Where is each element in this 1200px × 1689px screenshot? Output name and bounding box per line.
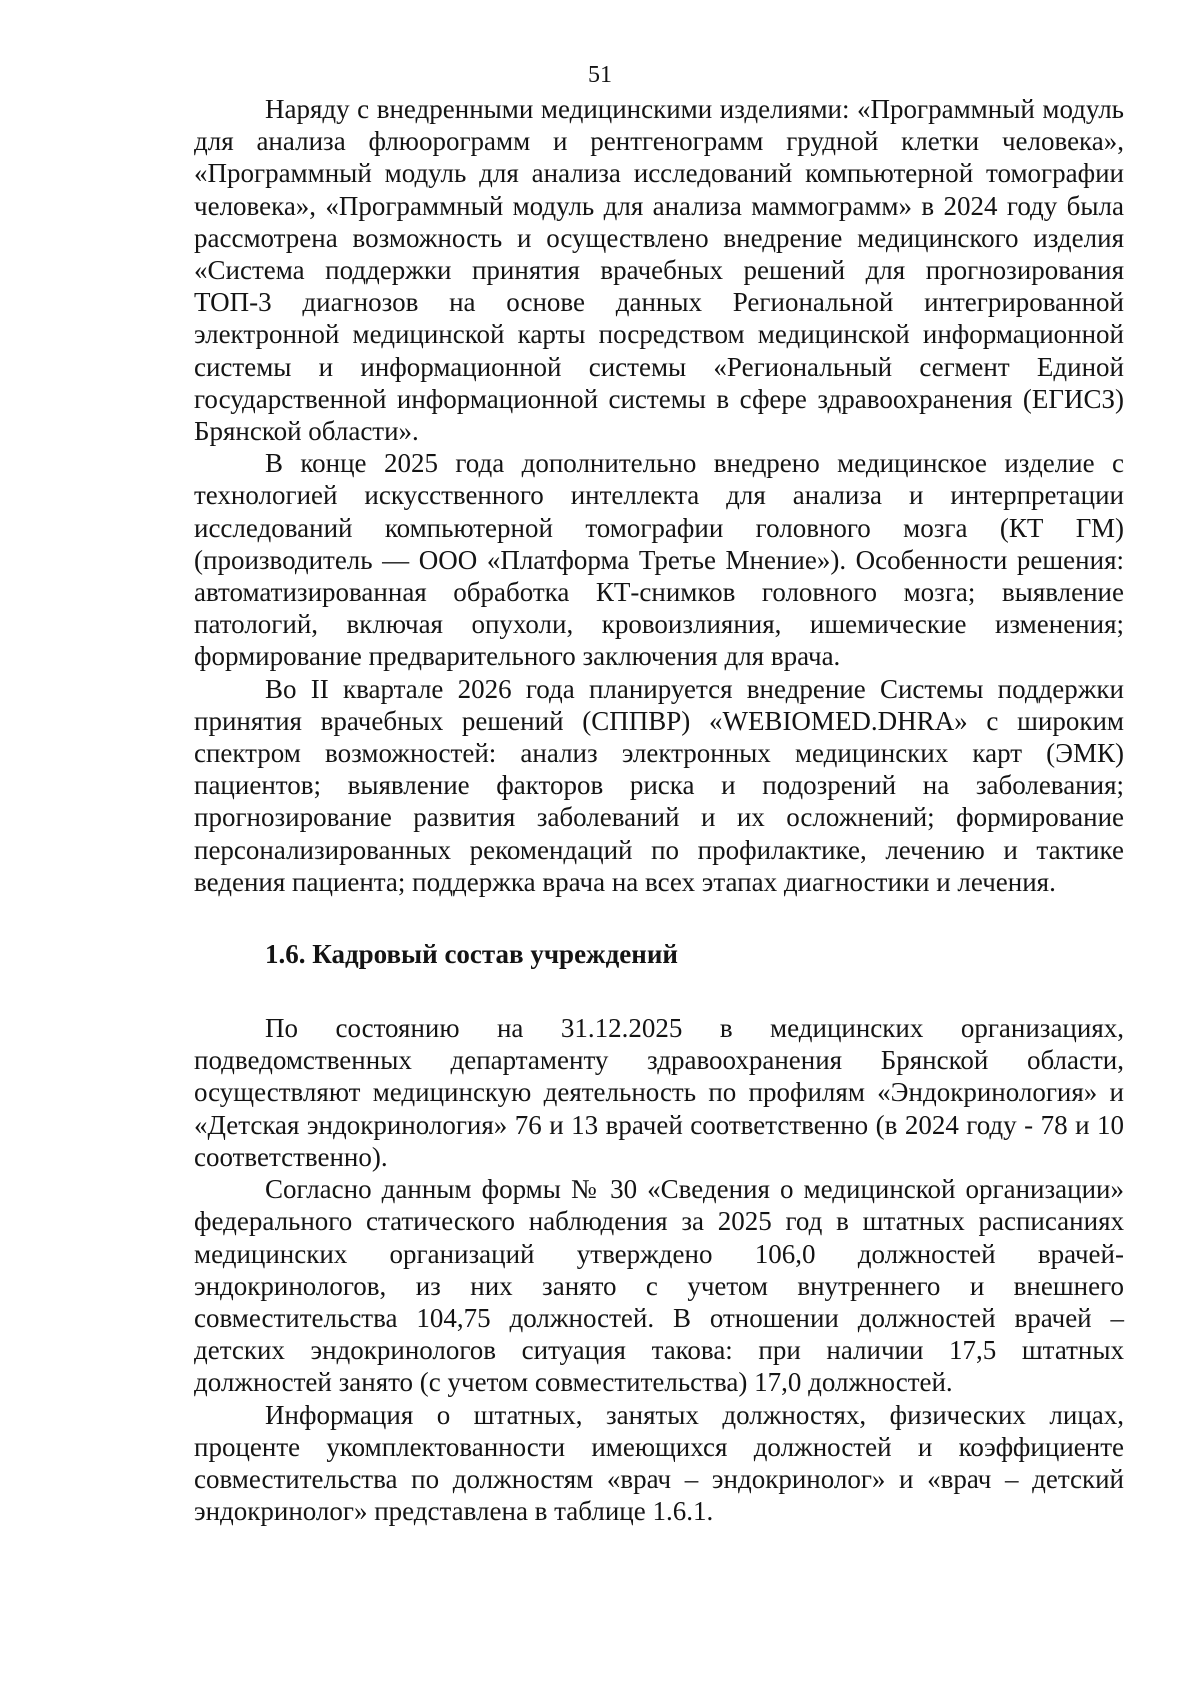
body-text bbox=[194, 93, 1124, 1527]
paragraph-table-reference: Информация о штатных, занятых должностях, физических лицах, проценте укомплектованности имеющихся должностей и коэффициенте совместительства по должностям «врач – эндокринолог» и «врач – детский эндокринолог» представлена в таблице 1.6.1. bbox=[194, 1399, 1124, 1527]
paragraph-webiomed-plan: Во II квартале 2026 года планируется внедрение Системы поддержки принятия врачебных решений (СППВР) «WEBIOMED.DHRA» с широким спектром возможностей: анализ электронных медицинских карт (ЭМК) пациентов; выявление факторов риска и подозрений на заболевания; прогнозирование развития заболеваний и их осложнений; формирование персонализированных рекомендаций по профилактике, лечению и тактике ведения пациента; поддержка врача на всех этапах диагностики и лечения. bbox=[194, 673, 1124, 897]
page-number: 51 bbox=[588, 62, 612, 88]
paragraph-implemented-devices: Наряду с внедренными медицинскими изделиями: «Программный модуль для анализа флюорограмм и рентгенограмм грудной клетки человека», «Программный модуль для анализа исследований компьютерной томографии человека», «Программный модуль для анализа маммограмм» в 2024 году была рассмотрена возможность и осуществлено внедрение медицинского изделия «Система поддержки принятия врачебных решений для прогнозирования ТОП-3 диагнозов на основе данных Региональной интегрированной электронной медицинской карты посредством медицинской информационной системы и информационной системы «Региональный сегмент Единой государственной информационной системы в сфере здравоохранения (ЕГИСЗ) Брянской области». bbox=[194, 94, 1124, 447]
paragraph-form-30: Согласно данным формы № 30 «Сведения о медицинской организации» федерального статического наблюдения за 2025 год в штатных расписаниях медицинских организаций утверждено 106,0 должностей врачей-эндокринологов, из них занято с учетом внутреннего и внешнего совместительства 104,75 должностей. В отношении должностей врачей – детских эндокринологов ситуация такова: при наличии 17,5 штатных должностей занято (с учетом совместительства) 17,0 должностей. bbox=[194, 1174, 1124, 1398]
paragraph-ct-ai-device: В конце 2025 года дополнительно внедрено медицинское изделие с технологией искусственного интеллекта для анализа и интерпретации исследований компьютерной томографии головного мозга (КТ ГМ) (производитель — ООО «Платформа Третье Мнение»). Особенности решения: автоматизированная обработка КТ-снимков головного мозга; выявление патологий, включая опухоли, кровоизлияния, ишемические изменения; формирование предварительного заключения для врача. bbox=[194, 448, 1124, 672]
section-heading: 1.6. Кадровый состав учреждений bbox=[265, 939, 678, 970]
paragraph-staff-count: По состоянию на 31.12.2025 в медицинских организациях, подведомственных департаменту здравоохранения Брянской области, осуществляют медицинскую деятельность по профилям «Эндокринология» и «Детская эндокринология» 76 и 13 врачей соответственно (в 2024 году - 78 и 10 соответственно). bbox=[194, 1013, 1124, 1172]
